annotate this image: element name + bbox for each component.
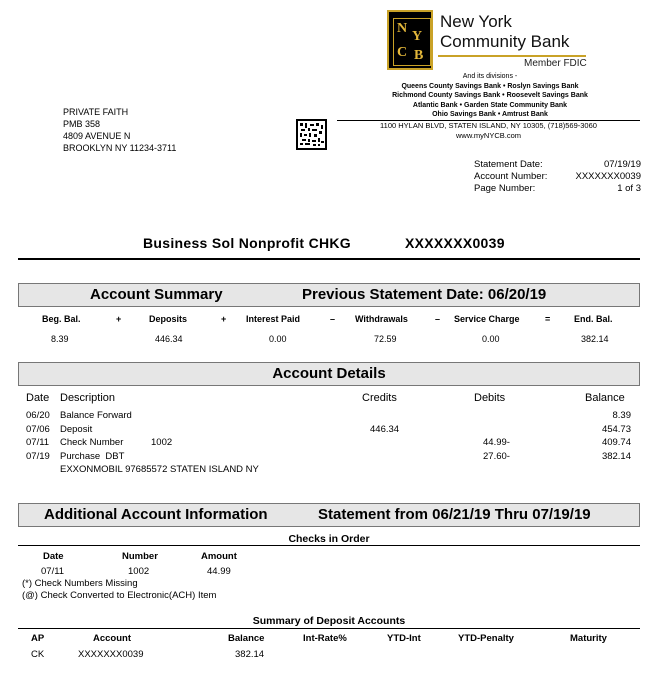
- bank-address: [337, 121, 640, 141]
- table-row: [26, 451, 631, 464]
- divisions-header: And its divisions -: [462, 73, 518, 80]
- page-number: 1 of 3: [617, 183, 641, 194]
- deposit-col-maturity: Maturity: [570, 633, 607, 644]
- row-debit: 27.60-: [483, 451, 510, 462]
- additional-info-band: [18, 503, 640, 527]
- checks-col-number: Number: [122, 551, 158, 562]
- statement-date-label: Statement Date:: [474, 159, 543, 170]
- logo-letter-y: Y: [412, 29, 423, 44]
- statement-date: 07/19/19: [604, 159, 641, 170]
- deposit-col-ytd-penalty: YTD-Penalty: [458, 633, 514, 644]
- bank-name-line1: New York: [440, 12, 512, 31]
- summary-col-withdrawals: Withdrawals: [355, 314, 408, 324]
- check-number: 1002: [128, 566, 150, 577]
- summary-col-interest: Interest Paid: [246, 314, 301, 324]
- summary-op-plus: +: [116, 314, 122, 324]
- row-description: Purchase DBT: [60, 451, 125, 462]
- account-title: Business Sol Nonprofit CHKG: [143, 235, 351, 251]
- account-number-label: Account Number:: [474, 171, 548, 182]
- deposit-summary-heading: Summary of Deposit Accounts: [252, 615, 406, 627]
- title-rule: [18, 258, 640, 260]
- logo-letter-b: B: [414, 48, 424, 63]
- summary-col-deposits: Deposits: [149, 314, 188, 324]
- division-line: Richmond County Savings Bank • Roosevelt Savings Bank: [392, 92, 588, 99]
- summary-col-beg-bal: Beg. Bal.: [42, 314, 81, 324]
- checks-heading: Checks in Order: [288, 533, 370, 545]
- details-col-credits: Credits: [362, 392, 397, 404]
- summary-service-charge: 0.00: [482, 334, 500, 344]
- previous-statement-date: Previous Statement Date: 06/20/19: [302, 286, 547, 303]
- logo-letter-n: N: [397, 21, 408, 36]
- summary-col-service-charge: Service Charge: [454, 314, 520, 324]
- checks-rule: [18, 545, 640, 546]
- row-check-number: 1002: [151, 437, 173, 448]
- statement-meta: [474, 159, 641, 195]
- division-line: Atlantic Bank • Garden State Community Bank: [412, 101, 568, 109]
- customer-address: [63, 106, 176, 154]
- bank-divisions: [360, 72, 620, 120]
- row-balance: 382.14: [601, 451, 631, 462]
- summary-op-equals: =: [545, 314, 551, 324]
- account-summary-band: [18, 283, 640, 307]
- summary-op-plus: +: [221, 314, 227, 324]
- details-col-date: Date: [26, 392, 50, 404]
- check-amount: 44.99: [207, 566, 231, 577]
- deposit-summary-rule: [18, 628, 640, 629]
- checks-col-date: Date: [43, 551, 64, 562]
- row-balance: 409.74: [601, 437, 631, 448]
- summary-col-end-bal: End. Bal.: [574, 314, 613, 324]
- page-number-label: Page Number:: [474, 183, 536, 194]
- row-balance: 454.73: [601, 424, 631, 435]
- customer-name: PRIVATE FAITH: [63, 107, 129, 117]
- summary-interest: 0.00: [269, 334, 287, 344]
- checks-col-amount: Amount: [201, 551, 237, 562]
- deposit-col-ap: AP: [31, 633, 45, 644]
- row-merchant-detail: EXXONMOBIL 97685572 STATEN ISLAND NY: [60, 464, 259, 475]
- row-date: 07/19: [26, 451, 50, 462]
- deposit-balance: 382.14: [235, 649, 265, 660]
- account-summary-heading: Account Summary: [90, 286, 223, 303]
- account-details-heading: Account Details: [272, 365, 386, 382]
- row-credit: 446.34: [370, 424, 400, 435]
- details-col-debits: Debits: [474, 392, 506, 404]
- member-fdic: Member FDIC: [524, 58, 587, 69]
- deposit-col-balance: Balance: [228, 633, 265, 644]
- customer-city: BROOKLYN NY 11234-3711: [63, 143, 177, 153]
- table-row: [26, 437, 631, 450]
- bank-name: [440, 12, 569, 52]
- account-title-number: XXXXXXX0039: [405, 235, 505, 251]
- account-details-band: [18, 362, 640, 386]
- row-date: 07/11: [26, 437, 50, 448]
- deposit-col-account: Account: [93, 633, 131, 644]
- bank-name-line2: Community Bank: [440, 32, 570, 51]
- account-number: XXXXXXX0039: [575, 171, 641, 182]
- bank-street-address: 1100 HYLAN BLVD, STATEN ISLAND, NY 10305, (718)569-3060: [380, 121, 597, 130]
- table-row: [26, 424, 631, 437]
- row-description: Balance Forward: [60, 410, 132, 421]
- customer-pmb: PMB 358: [63, 119, 101, 129]
- barcode-icon: [296, 119, 327, 150]
- deposit-col-int-rate: Int-Rate%: [303, 633, 347, 644]
- summary-op-minus: –: [435, 314, 441, 324]
- row-date: 07/06: [26, 424, 50, 435]
- summary-beg-bal: 8.39: [51, 334, 69, 344]
- row-description: Check Number: [60, 437, 124, 448]
- row-description: Deposit: [60, 424, 93, 435]
- note-ach-converted: (@) Check Converted to Electronic(ACH) Item: [22, 590, 217, 601]
- row-debit: 44.99-: [483, 437, 510, 448]
- division-line: Queens County Savings Bank • Roslyn Savings Bank: [401, 82, 579, 90]
- additional-info-heading: Additional Account Information: [44, 506, 268, 523]
- logo-letter-c: C: [397, 45, 408, 60]
- table-row: [26, 410, 631, 423]
- row-date: 06/20: [26, 410, 50, 421]
- summary-withdrawals: 72.59: [374, 334, 397, 344]
- details-col-balance: Balance: [585, 392, 625, 404]
- gold-divider: [438, 55, 586, 57]
- summary-op-minus: –: [330, 314, 336, 324]
- customer-street: 4809 AVENUE N: [63, 131, 131, 141]
- note-missing-checks: (*) Check Numbers Missing: [22, 578, 138, 589]
- deposit-account: XXXXXXX0039: [78, 649, 144, 660]
- statement-range: Statement from 06/21/19 Thru 07/19/19: [318, 506, 591, 523]
- bank-website[interactable]: www.myNYCB.com: [455, 131, 521, 140]
- check-date: 07/11: [41, 566, 65, 577]
- summary-end-bal: 382.14: [581, 334, 609, 344]
- details-header: [26, 392, 631, 405]
- summary-deposits: 446.34: [155, 334, 183, 344]
- deposit-ap: CK: [31, 649, 45, 660]
- nycb-logo: [387, 10, 433, 70]
- division-line: Ohio Savings Bank • Amtrust Bank: [432, 111, 548, 118]
- deposit-col-ytd-int: YTD-Int: [387, 633, 421, 644]
- details-col-description: Description: [60, 392, 116, 404]
- row-balance: 8.39: [612, 410, 631, 421]
